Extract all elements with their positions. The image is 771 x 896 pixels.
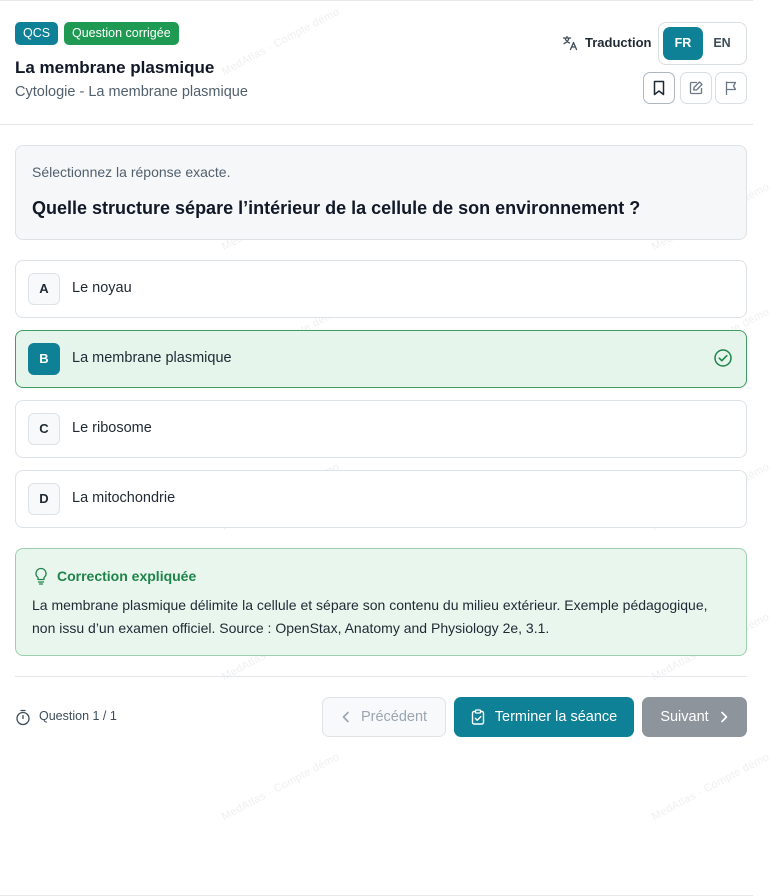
- page-title: La membrane plasmique: [15, 58, 215, 77]
- status-badge: Question corrigée: [64, 22, 179, 45]
- language-switch: [658, 22, 747, 65]
- watermark: démo: [740, 460, 771, 485]
- flag-icon: [724, 80, 738, 96]
- correction-title: Correction expliquée: [57, 568, 197, 584]
- option-letter: A: [28, 273, 60, 305]
- option-text: La membrane plasmique: [72, 350, 232, 366]
- edit-note-icon: [688, 80, 704, 96]
- watermark: démo: [740, 180, 771, 205]
- report-button[interactable]: [715, 72, 747, 104]
- clipboard-check-icon: [471, 709, 485, 725]
- correction-panel: [15, 548, 747, 656]
- question-text: Quelle structure sépare l’intérieur de la cellule de son environnement ?: [32, 198, 641, 218]
- option-letter: D: [28, 483, 60, 515]
- finish-session-button[interactable]: [454, 697, 634, 737]
- divider: [15, 676, 747, 677]
- watermark: démo: [740, 305, 771, 330]
- watermark: MedAtlas démo: [649, 610, 771, 684]
- chevron-right-icon: [719, 711, 729, 723]
- correction-text: La membrane plasmique délimite la cellule et sépare son contenu du milieu extérieur. Exemple pédagogique, non issu d’un examen officiel. Source : OpenStax, Anatomy and Physiology 2e, 3.1.: [32, 597, 708, 636]
- lightbulb-icon: [33, 567, 49, 585]
- chevron-left-icon: [341, 711, 351, 723]
- question-card: [15, 145, 747, 240]
- question-counter: Question 1 / 1: [39, 709, 117, 723]
- translate-icon: [562, 35, 578, 51]
- question-instruction: Sélectionnez la réponse exacte.: [32, 164, 231, 180]
- language-fr-button[interactable]: FR: [663, 27, 703, 60]
- notes-button[interactable]: [680, 72, 712, 104]
- next-button-label: Suivant: [660, 709, 709, 725]
- question-header: [0, 1, 753, 125]
- option-text: La mitochondrie: [72, 490, 176, 506]
- breadcrumb: Cytologie - La membrane plasmique: [15, 84, 248, 100]
- stopwatch-icon: [15, 709, 31, 726]
- language-en-button[interactable]: EN: [713, 36, 731, 50]
- bookmark-button[interactable]: [643, 72, 675, 104]
- answer-option-a[interactable]: [15, 260, 747, 318]
- watermark: MedAtlas · Compte démo: [219, 5, 342, 79]
- option-text: Le ribosome: [72, 420, 152, 436]
- question-type-badge: QCS: [15, 22, 58, 45]
- answer-option-d[interactable]: [15, 470, 747, 528]
- previous-button[interactable]: [322, 697, 446, 737]
- check-circle-icon: [713, 348, 733, 368]
- finish-session-label: Terminer la séance: [494, 709, 618, 725]
- bookmark-icon: [652, 80, 666, 96]
- option-letter: B: [28, 343, 60, 375]
- translation-label: Traduction: [585, 35, 652, 50]
- answer-option-c[interactable]: [15, 400, 747, 458]
- watermark: MedAtlas · Compte démo: [219, 750, 342, 824]
- answer-option-b[interactable]: [15, 330, 747, 388]
- option-text: Le noyau: [72, 280, 132, 296]
- option-letter: C: [28, 413, 60, 445]
- next-button[interactable]: [642, 697, 747, 737]
- previous-button-label: Précédent: [360, 709, 428, 725]
- watermark: MedAtlas · Compte démo: [649, 750, 771, 824]
